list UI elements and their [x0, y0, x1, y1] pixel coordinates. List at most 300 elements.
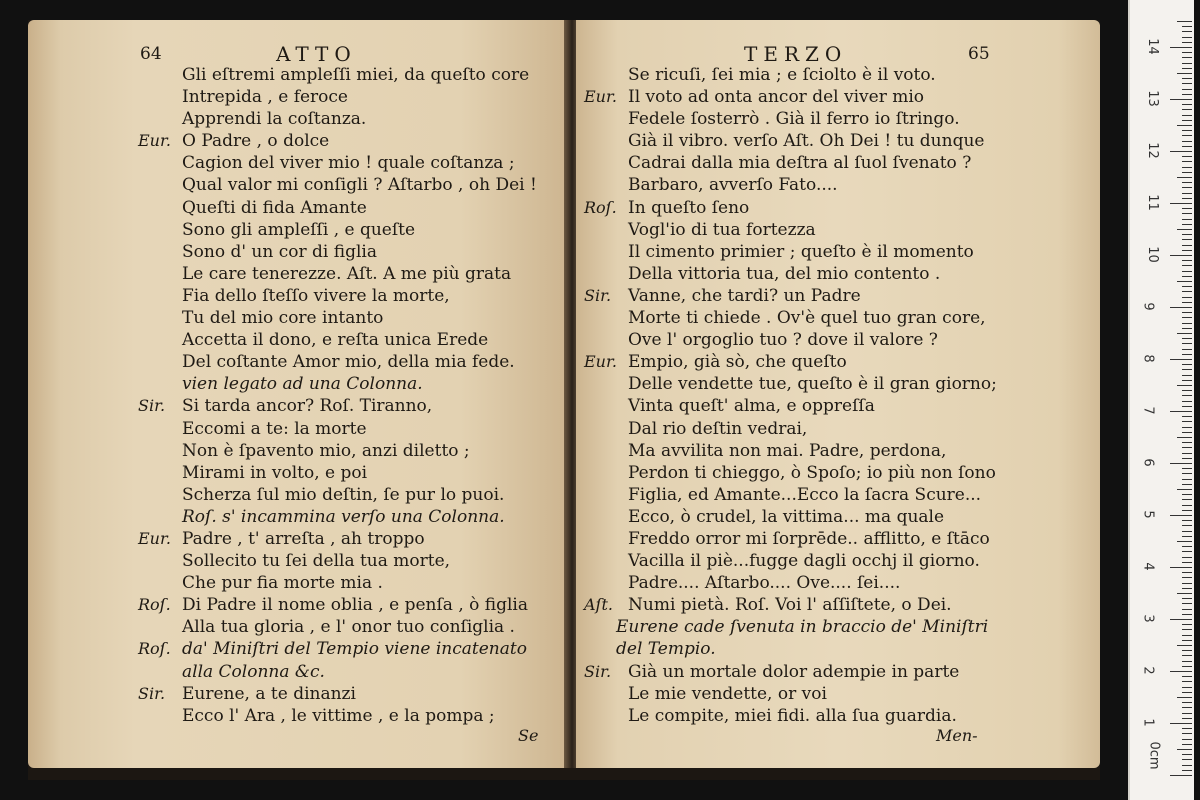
ruler-tick	[1182, 42, 1192, 43]
speaker-label: Roſ.	[584, 197, 617, 217]
ruler-tick	[1170, 307, 1192, 308]
text-line	[584, 683, 1094, 705]
ruler-tick	[1182, 432, 1192, 433]
text-line	[138, 351, 568, 373]
ruler-tick	[1182, 546, 1192, 547]
ruler-unit-label: 0cm	[1146, 741, 1162, 770]
ruler-tick	[1177, 489, 1192, 490]
verse-text: Le care tenerezze. Aſt. A me più grata	[182, 263, 512, 284]
text-line	[584, 395, 1094, 417]
ruler-tick	[1170, 671, 1192, 672]
verse-text: Di Padre il nome oblia , e penſa , ò figlia	[182, 595, 529, 616]
text-line	[584, 572, 1094, 594]
speaker-label: Sir.	[584, 661, 612, 681]
ruler-tick	[1182, 328, 1192, 329]
text-line	[138, 373, 568, 395]
ruler-tick	[1182, 661, 1192, 662]
verse-text: Le mie vendette, or voi	[628, 683, 827, 704]
ruler-tick	[1182, 234, 1192, 235]
ruler-tick	[1182, 692, 1192, 693]
verse-text: Vanne, che tardi? un Padre	[628, 285, 861, 306]
text-line	[584, 462, 1094, 484]
ruler-tick	[1177, 593, 1192, 594]
ruler-tick	[1182, 57, 1192, 58]
text-line	[138, 219, 568, 241]
text-line	[584, 130, 1094, 152]
ruler-tick	[1182, 531, 1192, 532]
ruler-tick	[1182, 146, 1192, 147]
verse-text: Empio, già sò, che queſto	[628, 352, 847, 373]
text-line	[584, 86, 1094, 108]
ruler-tick	[1177, 177, 1192, 178]
ruler-tick	[1177, 21, 1192, 22]
ruler-tick	[1182, 635, 1192, 636]
ruler-tick	[1182, 629, 1192, 630]
ruler-tick	[1182, 562, 1192, 563]
text-line	[138, 616, 568, 638]
ruler-tick	[1182, 754, 1192, 755]
verse-text: Eurene, a te dinanzi	[182, 683, 356, 704]
ruler-tick	[1182, 94, 1192, 95]
text-line	[584, 329, 1094, 351]
text-block	[138, 64, 568, 727]
ruler-tick	[1182, 707, 1192, 708]
stage-direction: da' Miniſtri del Tempio viene incatenato	[182, 639, 527, 660]
verse-text: Tu del mio core intanto	[182, 308, 384, 329]
ruler-tick	[1177, 385, 1192, 386]
ruler-tick	[1182, 401, 1192, 402]
ruler-tick	[1182, 182, 1192, 183]
ruler-tick	[1182, 650, 1192, 651]
text-line	[584, 418, 1094, 440]
speaker-label: Eur.	[584, 87, 617, 107]
ruler-tick	[1182, 167, 1192, 168]
ruler-tick	[1177, 333, 1192, 334]
text-line	[584, 661, 1094, 683]
ruler-tick	[1182, 115, 1192, 116]
ruler-number: 1	[1140, 718, 1156, 727]
text-line	[138, 307, 568, 329]
text-line	[584, 152, 1094, 174]
ruler-tick	[1182, 421, 1192, 422]
ruler-tick	[1182, 31, 1192, 32]
ruler-tick	[1182, 479, 1192, 480]
text-line	[138, 174, 568, 196]
ruler-tick	[1182, 302, 1192, 303]
ruler-tick	[1182, 557, 1192, 558]
text-line	[138, 285, 568, 307]
ruler-tick	[1170, 359, 1192, 360]
ruler-tick	[1182, 676, 1192, 677]
ruler-tick	[1182, 603, 1192, 604]
verse-text: Le compite, miei fidi. alla ſua guardia.	[628, 705, 957, 726]
speaker-label: Eur.	[138, 131, 171, 151]
ruler-tick	[1177, 73, 1192, 74]
verse-text: Si tarda ancor? Roſ. Tiranno,	[182, 396, 433, 417]
verse-text: Sono gli ampleſſi , e queſte	[182, 219, 416, 240]
ruler-tick	[1182, 577, 1192, 578]
text-line	[584, 616, 1094, 638]
ruler-tick	[1170, 151, 1192, 152]
ruler-tick	[1170, 411, 1192, 412]
ruler-tick	[1182, 759, 1192, 760]
ruler-tick	[1182, 702, 1192, 703]
text-line	[138, 108, 568, 130]
text-line	[584, 174, 1094, 196]
text-line	[138, 462, 568, 484]
page-number: 65	[968, 44, 990, 64]
verse-text: Ove l' orgoglio tuo ? dove il valore ?	[628, 330, 938, 351]
speaker-label: Sir.	[138, 683, 166, 703]
ruler-tick	[1182, 713, 1192, 714]
ruler-tick	[1182, 354, 1192, 355]
verse-text: Padre , t' arreſta , ah troppo	[182, 528, 425, 549]
ruler-tick	[1177, 281, 1192, 282]
ruler-tick	[1182, 447, 1192, 448]
ruler-number: 13	[1144, 90, 1160, 107]
ruler-tick	[1170, 723, 1192, 724]
ruler-tick	[1182, 297, 1192, 298]
ruler-tick	[1182, 172, 1192, 173]
ruler-tick	[1182, 68, 1192, 69]
text-line	[138, 705, 568, 727]
ruler-tick	[1182, 109, 1192, 110]
ruler-tick	[1182, 583, 1192, 584]
text-line	[584, 638, 1094, 660]
ruler-tick	[1182, 505, 1192, 506]
ruler-tick	[1182, 536, 1192, 537]
ruler-tick	[1182, 208, 1192, 209]
ruler-tick	[1170, 463, 1192, 464]
ruler-tick	[1182, 349, 1192, 350]
ruler-tick	[1182, 406, 1192, 407]
ruler-tick	[1182, 276, 1192, 277]
ruler-tick	[1182, 312, 1192, 313]
ruler-tick	[1170, 99, 1192, 100]
speaker-label: Sir.	[138, 396, 166, 416]
ruler-tick	[1177, 749, 1192, 750]
verse-text: Figlia, ed Amante...Ecco la ſacra Scure...	[628, 484, 982, 505]
ruler-tick	[1182, 687, 1192, 688]
ruler-tick	[1177, 437, 1192, 438]
speaker-label: Aſt.	[584, 595, 613, 615]
verse-text: Perdon ti chieggo, ò Spoſo; io più non ſono	[628, 462, 996, 483]
ruler-tick	[1182, 510, 1192, 511]
verse-text: Ma avvilita non mai. Padre, perdona,	[628, 440, 947, 461]
ruler-tick	[1182, 551, 1192, 552]
verse-text: Barbaro, avverſo Fato....	[628, 175, 838, 196]
ruler-tick	[1182, 614, 1192, 615]
verse-text: Del coſtante Amor mio, della mia fede.	[182, 352, 515, 373]
ruler-tick	[1182, 499, 1192, 500]
ruler-tick	[1182, 364, 1192, 365]
verse-text: Morte ti chiede . Ov'è quel tuo gran core,	[628, 308, 986, 329]
verse-text: Ecco, ò crudel, la vittima... ma quale	[628, 506, 945, 527]
ruler-number: 5	[1140, 510, 1156, 519]
ruler-tick	[1182, 63, 1192, 64]
running-header: ATTO	[276, 42, 357, 66]
ruler-tick	[1182, 338, 1192, 339]
ruler-tick	[1182, 213, 1192, 214]
verse-text: Intrepida , e feroce	[182, 87, 348, 108]
stage-direction: vien legato ad una Colonna.	[182, 374, 423, 395]
verse-text: Mirami in volto, e poi	[182, 462, 368, 483]
ruler-tick	[1182, 265, 1192, 266]
ruler-tick	[1182, 260, 1192, 261]
text-line	[138, 661, 568, 683]
text-line	[138, 550, 568, 572]
ruler-tick	[1182, 245, 1192, 246]
verse-text: Della vittoria tua, del mio contento .	[628, 263, 941, 284]
verse-text: Sono d' un cor di figlia	[182, 241, 377, 262]
text-line	[138, 395, 568, 417]
ruler-tick	[1182, 286, 1192, 287]
ruler-number: 3	[1140, 614, 1156, 623]
open-book	[28, 20, 1100, 780]
ruler-number: 12	[1144, 142, 1160, 159]
text-line	[584, 241, 1094, 263]
ruler-tick	[1182, 120, 1192, 121]
text-line	[584, 528, 1094, 550]
ruler-number: 9	[1140, 302, 1156, 311]
verse-text: Ecco l' Ara , le vittime , e la pompa ;	[182, 705, 495, 726]
stage-direction: Eurene cade ſvenuta in braccio de' Miniſtri	[616, 617, 989, 638]
catchword: Men-	[936, 726, 978, 745]
ruler-tick	[1182, 453, 1192, 454]
ruler-tick	[1182, 739, 1192, 740]
ruler-tick	[1182, 484, 1192, 485]
verse-text: Il cimento primier ; queſto è il momento	[628, 241, 974, 262]
verse-text: Qual valor mi conſigli ? Aſtarbo , oh Dei !	[182, 175, 537, 196]
speaker-label: Sir.	[584, 285, 612, 305]
verse-text: Non è ſpavento mio, anzi diletto ;	[182, 440, 470, 461]
ruler-tick	[1170, 775, 1192, 776]
text-block	[584, 64, 1094, 727]
ruler-tick	[1182, 317, 1192, 318]
text-line	[584, 108, 1094, 130]
ruler-tick	[1182, 416, 1192, 417]
text-line	[138, 241, 568, 263]
verse-text: Alla tua gloria , e l' onor tuo conſiglia .	[182, 617, 515, 638]
ruler-tick	[1182, 291, 1192, 292]
ruler-tick	[1182, 78, 1192, 79]
ruler-tick	[1182, 156, 1192, 157]
ruler-tick	[1182, 380, 1192, 381]
text-line	[584, 351, 1094, 373]
ruler-tick	[1182, 494, 1192, 495]
verse-text: Dal rio deſtin vedrai,	[628, 418, 808, 439]
text-line	[584, 285, 1094, 307]
verse-text: O Padre , o dolce	[182, 131, 330, 152]
text-line	[584, 506, 1094, 528]
ruler-number: 4	[1140, 562, 1156, 571]
text-line	[138, 329, 568, 351]
ruler-tick	[1182, 624, 1192, 625]
ruler-tick	[1182, 598, 1192, 599]
ruler-tick	[1182, 770, 1192, 771]
verse-text: Sollecito tu ſei della tua morte,	[182, 551, 451, 572]
ruler-tick	[1182, 473, 1192, 474]
text-line	[138, 418, 568, 440]
ruler-tick	[1182, 525, 1192, 526]
ruler-tick	[1170, 515, 1192, 516]
text-line	[138, 86, 568, 108]
text-line	[138, 572, 568, 594]
text-line	[584, 219, 1094, 241]
text-line	[584, 373, 1094, 395]
ruler-tick	[1182, 442, 1192, 443]
ruler-tick	[1170, 203, 1192, 204]
ruler-tick	[1182, 161, 1192, 162]
speaker-label: Eur.	[138, 528, 171, 548]
ruler-tick	[1182, 187, 1192, 188]
text-line	[138, 440, 568, 462]
text-line	[584, 705, 1094, 727]
ruler-tick	[1182, 369, 1192, 370]
ruler-tick	[1182, 588, 1192, 589]
ruler-tick	[1182, 458, 1192, 459]
verse-text: Queſti di fida Amante	[182, 197, 367, 218]
verse-text: Vogl'io di tua fortezza	[628, 219, 816, 240]
ruler-tick	[1182, 655, 1192, 656]
stage-direction: del Tempio.	[616, 639, 716, 660]
verse-text: In queſto ſeno	[628, 197, 750, 218]
ruler-tick	[1182, 728, 1192, 729]
ruler-tick	[1182, 572, 1192, 573]
speaker-label: Roſ.	[138, 595, 171, 615]
text-line	[584, 484, 1094, 506]
ruler-tick	[1182, 520, 1192, 521]
verse-text: Che pur fia morte mia .	[182, 573, 383, 594]
right-page	[576, 20, 1100, 768]
text-line	[584, 440, 1094, 462]
verse-text: Delle vendette tue, queſto è il gran giorno;	[628, 374, 997, 395]
text-line	[138, 263, 568, 285]
text-line	[138, 638, 568, 660]
verse-text: Cadrai dalla mia deſtra al ſuol ſvenato ?	[628, 153, 972, 174]
verse-text: Eccomi a te: la morte	[182, 418, 367, 439]
text-line	[138, 528, 568, 550]
ruler-tick	[1170, 567, 1192, 568]
verse-text: Apprendi la coſtanza.	[182, 109, 367, 130]
stage-direction: alla Colonna &c.	[182, 661, 325, 682]
ruler-tick	[1182, 130, 1192, 131]
ruler-tick	[1182, 427, 1192, 428]
ruler-tick	[1182, 666, 1192, 667]
ruler-tick	[1182, 219, 1192, 220]
text-line	[584, 197, 1094, 219]
verse-text: Già un mortale dolor adempie in parte	[628, 661, 960, 682]
ruler-tick	[1182, 640, 1192, 641]
ruler-tick	[1182, 271, 1192, 272]
ruler-number: 8	[1140, 354, 1156, 363]
ruler-tick	[1177, 125, 1192, 126]
verse-text: Vacilla il piè...fugge dagli occhj il giorno.	[628, 551, 980, 572]
text-line	[138, 683, 568, 705]
ruler-tick	[1182, 609, 1192, 610]
ruler-tick	[1182, 323, 1192, 324]
ruler-tick	[1170, 47, 1192, 48]
text-line	[584, 307, 1094, 329]
ruler-tick	[1177, 645, 1192, 646]
ruler-tick	[1182, 135, 1192, 136]
ruler-tick	[1182, 224, 1192, 225]
ruler-tick	[1182, 681, 1192, 682]
ruler-tick	[1182, 744, 1192, 745]
ruler-tick	[1182, 89, 1192, 90]
ruler-tick	[1182, 733, 1192, 734]
ruler-number: 6	[1140, 458, 1156, 467]
page-number: 64	[140, 44, 162, 64]
ruler-tick	[1182, 250, 1192, 251]
ruler-number: 11	[1144, 194, 1160, 211]
ruler-tick	[1170, 255, 1192, 256]
text-line	[584, 594, 1094, 616]
verse-text: Freddo orror mi ſorprēde.. afflitto, e ſtāco	[628, 528, 990, 549]
ruler-tick	[1177, 229, 1192, 230]
ruler-number: 2	[1140, 666, 1156, 675]
verse-text: Se ricuſi, ſei mia ; e ſciolto è il voto.	[628, 65, 936, 85]
verse-text: Cagion del viver mio ! quale coſtanza ;	[182, 153, 515, 174]
verse-text: Gli eſtremi ampleſſi miei, da queſto core	[182, 65, 530, 85]
verse-text: Fedele ſosterrò . Già il ferro io ſtringo.	[628, 109, 960, 130]
ruler-number: 7	[1140, 406, 1156, 415]
text-line	[138, 152, 568, 174]
ruler-tick	[1182, 83, 1192, 84]
text-line	[138, 197, 568, 219]
ruler-number: 14	[1144, 38, 1160, 55]
ruler-tick	[1182, 141, 1192, 142]
text-line	[584, 550, 1094, 572]
text-line	[138, 506, 568, 528]
ruler-tick	[1182, 375, 1192, 376]
measuring-ruler	[1128, 0, 1194, 800]
text-line	[584, 263, 1094, 285]
verse-text: Padre.... Aſtarbo.... Ove.... ſei....	[628, 573, 901, 594]
ruler-tick	[1182, 52, 1192, 53]
ruler-tick	[1182, 104, 1192, 105]
text-line	[138, 594, 568, 616]
catchword: Se	[518, 726, 539, 745]
ruler-tick	[1182, 390, 1192, 391]
speaker-label: Roſ.	[138, 639, 171, 659]
left-page	[28, 20, 568, 768]
verse-text: Scherza ſul mio deſtin, ſe pur lo puoi.	[182, 484, 505, 505]
verse-text: Numi pietà. Roſ. Voi l' aſſiſtete, o Dei.	[628, 595, 952, 616]
verse-text: Accetta il dono, e reſta unica Erede	[182, 330, 489, 351]
ruler-tick	[1182, 239, 1192, 240]
text-line	[138, 64, 568, 86]
ruler-tick	[1177, 697, 1192, 698]
text-line	[138, 130, 568, 152]
ruler-tick	[1182, 765, 1192, 766]
text-line	[584, 64, 1094, 86]
verse-text: Il voto ad onta ancor del viver mio	[628, 87, 925, 108]
speaker-label: Eur.	[584, 352, 617, 372]
ruler-tick	[1182, 37, 1192, 38]
running-header: TERZO	[744, 42, 848, 66]
ruler-tick	[1177, 541, 1192, 542]
verse-text: Fia dello ſteſſo vivere la morte,	[182, 285, 450, 306]
ruler-tick	[1182, 718, 1192, 719]
verse-text: Già il vibro. verſo Aſt. Oh Dei ! tu dunque	[628, 131, 985, 152]
ruler-tick	[1182, 198, 1192, 199]
text-line	[138, 484, 568, 506]
ruler-number: 10	[1144, 246, 1160, 263]
ruler-tick	[1182, 395, 1192, 396]
ruler-tick	[1182, 193, 1192, 194]
stage-direction: Roſ. s' incammina verſo una Colonna.	[182, 506, 505, 527]
